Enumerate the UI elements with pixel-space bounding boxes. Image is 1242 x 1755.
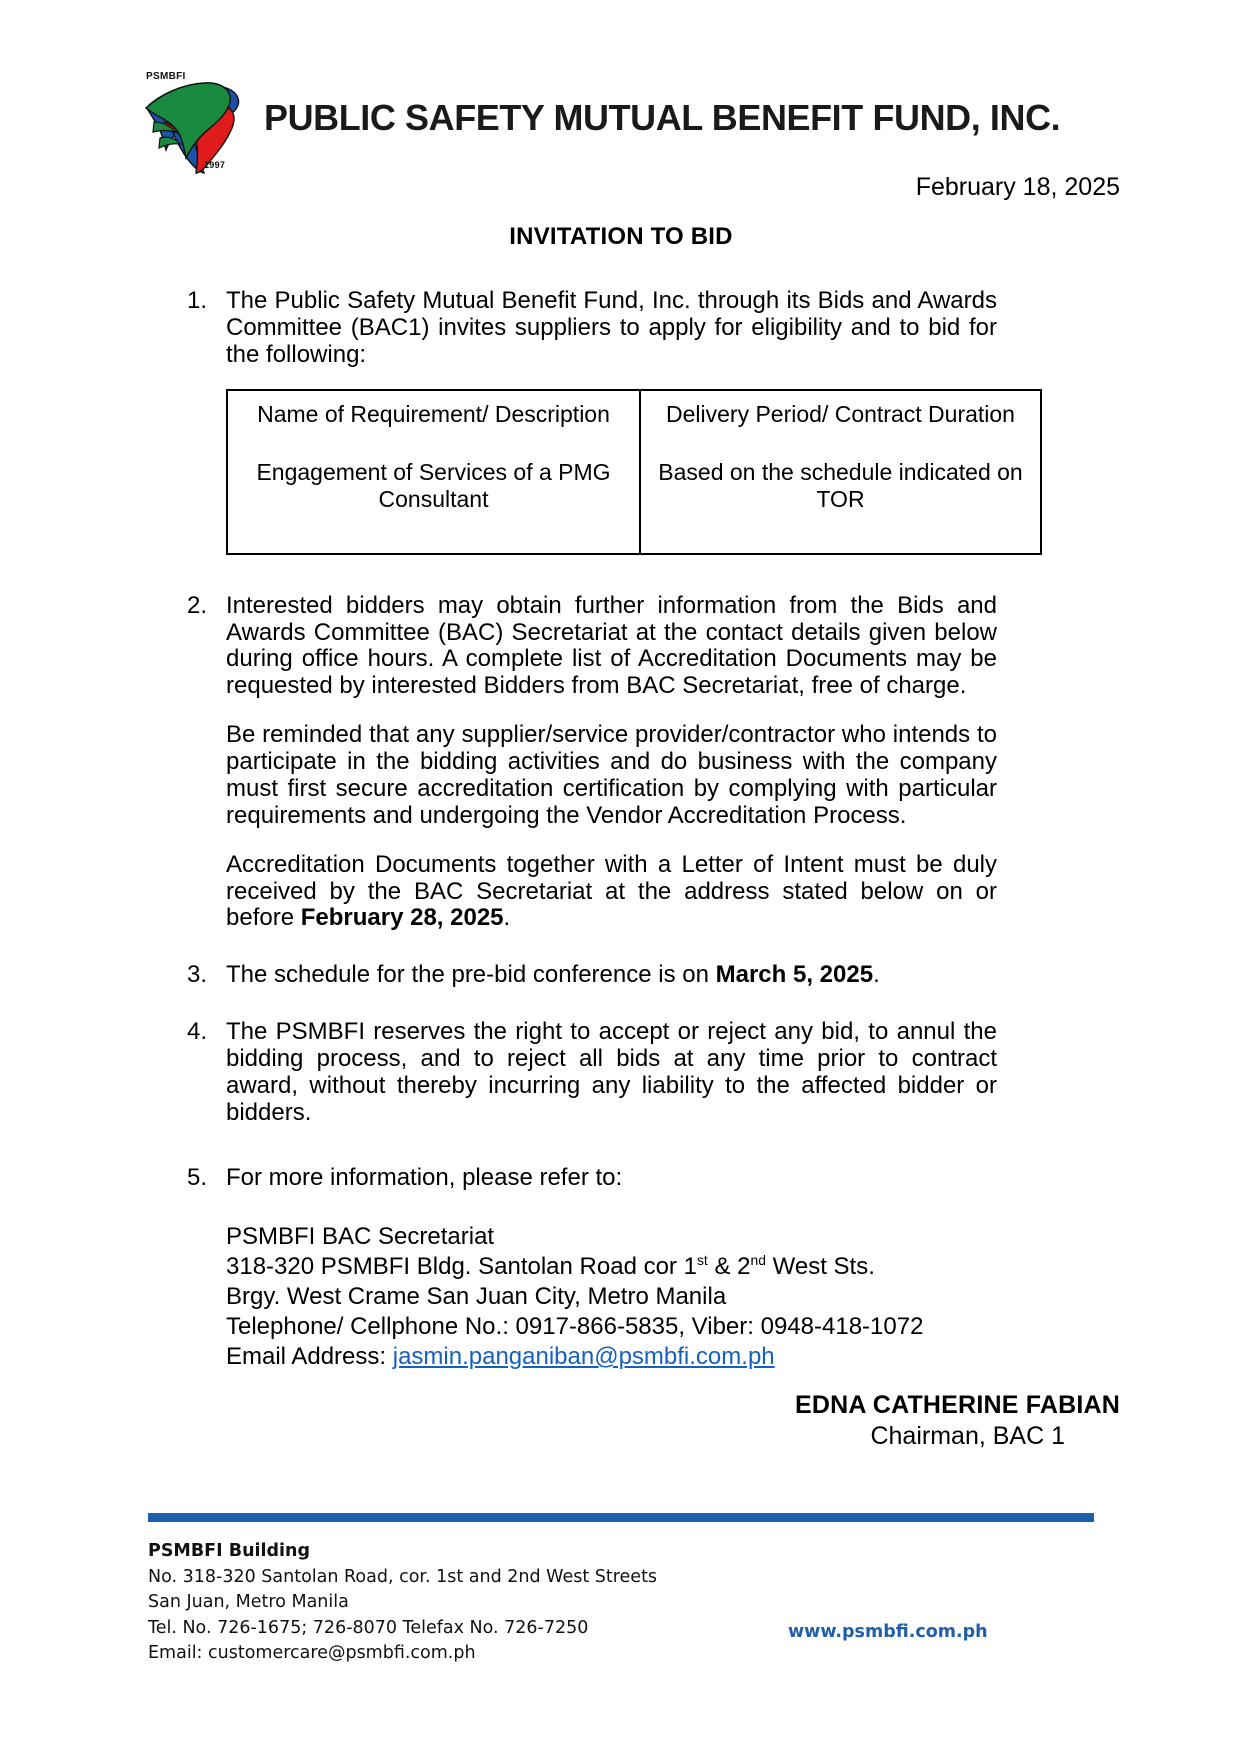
table-header-col1: Name of Requirement/ Description [257, 400, 610, 427]
table-cell-header-name [227, 390, 640, 554]
signatory-role: Chairman, BAC 1 [870, 1422, 1065, 1450]
item-number-4: 4. [187, 1018, 208, 1046]
table-cell-header-delivery [640, 390, 1041, 554]
list-item-1 [187, 287, 1023, 555]
table-row-header [227, 390, 1041, 554]
email-link[interactable]: jasmin.panganiban@psmbfi.com.ph [392, 1342, 775, 1370]
contact-block [226, 1222, 997, 1373]
footer-building-name: PSMBFI Building [148, 1541, 311, 1561]
list-item-2 [187, 593, 997, 933]
table-header-col2: Delivery Period/ Contract Duration [666, 400, 1015, 427]
table-value-col1: Engagement of Services of a PMG Consultant [256, 459, 611, 512]
document-body [187, 287, 1023, 1372]
prebid-date: March 5, 2025 [715, 961, 874, 989]
address-part-1: 318-320 PSMBFI Bldg. Santolan Road cor 1 [226, 1252, 697, 1280]
contact-line-phone: Telephone/ Cellphone No.: 0917-866-5835, Viber: 0948-418-1072 [226, 1312, 924, 1340]
list-item-4 [187, 1019, 997, 1127]
logo-year-text: 1997 [204, 160, 226, 170]
document-heading: INVITATION TO BID [509, 223, 733, 250]
footer-address-line1: No. 318-320 Santolan Road, cor. 1st and 2nd West Streets [148, 1566, 658, 1587]
footer-email: Email: customercare@psmbfi.com.ph [148, 1643, 476, 1664]
address-part-3: West Sts. [765, 1252, 875, 1280]
requirements-table [226, 389, 1042, 555]
footer-address-line2: San Juan, Metro Manila [148, 1592, 349, 1613]
paragraph-2c-text: Accreditation Documents together with a Letter of Intent must be duly received by the BAC Secretariat at the address stated below on or before [226, 850, 997, 932]
signatory-name: EDNA CATHERINE FABIAN [794, 1391, 1120, 1419]
paragraph-2c-period: . [503, 904, 511, 932]
spacer [226, 1192, 997, 1222]
logo-acronym-text: PSMBFI [146, 71, 186, 82]
item-number-3: 3. [187, 961, 208, 989]
item-number-1: 1. [187, 287, 208, 314]
contact-line-email [226, 1342, 997, 1372]
ordinal-nd: nd [750, 1251, 766, 1268]
footer-telephone: Tel. No. 726-1675; 726-8070 Telefax No. 726-7250 [148, 1617, 589, 1638]
spacer [226, 700, 997, 722]
list-item-5 [187, 1165, 997, 1372]
contact-line-address [226, 1252, 997, 1282]
signature-block [0, 1391, 1242, 1451]
page-footer [148, 1539, 1098, 1667]
paragraph-2c [226, 852, 997, 933]
deadline-date: February 28, 2025 [300, 904, 504, 932]
paragraph-4: The PSMBFI reserves the right to accept or reject any bid, to annul the bidding process, and to reject all bids at any time prior to contract award, without thereby incurring any liability to the affected bidder or bidders. [226, 1018, 997, 1126]
table-value-col2: Based on the schedule indicated on TOR [658, 459, 1023, 512]
psmbfi-logo [140, 62, 248, 174]
item-number-2: 2. [187, 591, 208, 619]
list-item-3 [187, 962, 997, 989]
paragraph-3 [226, 962, 997, 989]
contact-line-city: Brgy. West Crame San Juan City, Metro Manila [226, 1282, 727, 1310]
table-cell-spacer-2 [641, 513, 1040, 553]
email-label: Email Address: [226, 1342, 393, 1370]
paragraph-5: For more information, please refer to: [226, 1163, 623, 1191]
table-cell-spacer [228, 513, 639, 553]
paragraph-1: The Public Safety Mutual Benefit Fund, Inc. through its Bids and Awards Committee (BAC1) invites suppliers to apply for eligibility and to bid for the following: [226, 287, 997, 368]
contact-line-secretariat: PSMBFI BAC Secretariat [226, 1222, 495, 1250]
paragraph-2: Interested bidders may obtain further information from the Bids and Awards Committee (BAC) Secretariat at the contact details given below during office hours. A complete list of Accreditation Documents may be requested by interested Bidders from BAC Secretariat, free of charge. [226, 591, 997, 700]
footer-website-link[interactable]: www.psmbfi.com.ph [788, 1622, 988, 1642]
ordinal-st: st [696, 1251, 708, 1268]
spacer [187, 1127, 997, 1165]
organization-title: PUBLIC SAFETY MUTUAL BENEFIT FUND, INC. [264, 97, 1061, 138]
spacer [226, 830, 997, 852]
footer-address-block [148, 1539, 657, 1667]
paragraph-2b: Be reminded that any supplier/service provider/contractor who intends to participate in the bidding activities and do business with the company must first secure accreditation certification by complying with particular requirements and undergoing the Vendor Accreditation Process. [226, 721, 997, 829]
numbered-list [187, 287, 1023, 1372]
spacer [187, 989, 997, 1019]
footer-divider [148, 1513, 1094, 1522]
address-part-2: & 2 [707, 1252, 751, 1280]
document-date: February 18, 2025 [915, 173, 1120, 201]
paragraph-3-text: The schedule for the pre-bid conference is on [226, 961, 716, 989]
letterhead [0, 58, 1242, 178]
item-number-5: 5. [187, 1163, 208, 1191]
paragraph-3-period: . [873, 961, 880, 989]
spacer [187, 555, 997, 593]
spacer [187, 932, 997, 962]
